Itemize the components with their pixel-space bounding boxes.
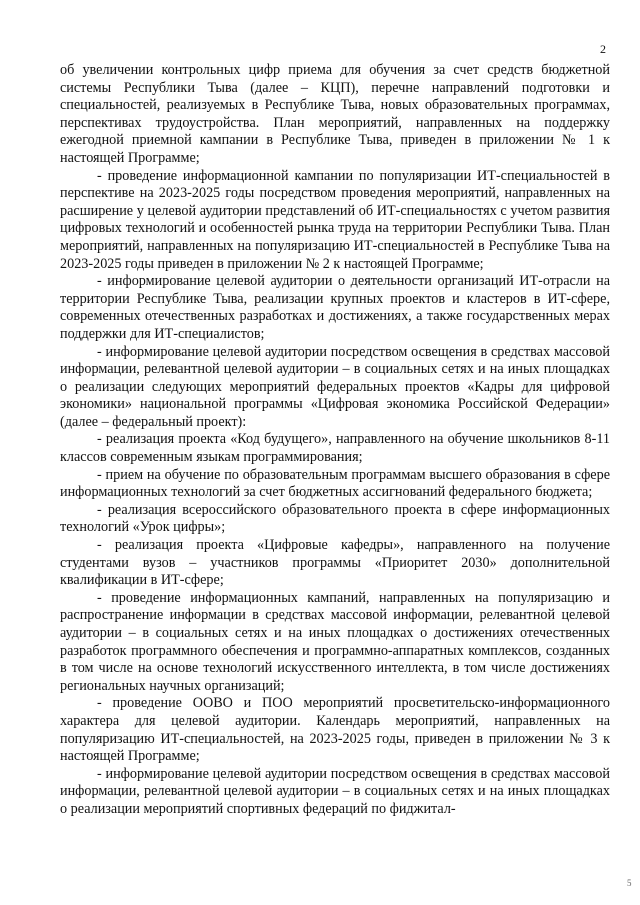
list-item: - информирование целевой аудитории посредством освещения в средствах массовой информации, релевантной целевой аудитории – в социальных сетях и на иных площадках о реализации мероприятий спортивных федераций по фиджитал- [60,765,610,817]
list-item: - проведение информационной кампании по популяризации ИТ-специальностей в перспективе на 2023-2025 годы посредством проведения мероприятий, направленных на расширение у целевой аудитории представлений об ИТ-специальностях с учетом развития цифровых технологий и особенностей рынка труда на территории Республики Тыва. План мероприятий, направленных на популяризацию ИТ-специальностей в Республике Тыва на 2023-2025 годы приведен в приложении № 2 к настоящей Программе; [60,167,610,272]
list-item: - прием на обучение по образовательным программам высшего образования в сфере информационных технологий за счет бюджетных ассигнований федерального бюджета; [60,466,610,501]
paragraph-continuation: об увеличении контрольных цифр приема для обучения за счет средств бюджетной системы Республики Тыва (далее – КЦП), перечне направлений подготовки и специальностей, реализуемых в Республике Тыва, новых образовательных программах, перспективах трудоустройства. План мероприятий, направленных на поддержку ежегодной приемной кампании в Республике Тыва, приведен в приложении № 1 к настоящей Программе; [60,62,610,166]
list-item: - информирование целевой аудитории о деятельности организаций ИТ-отрасли на территории Республике Тыва, реализации крупных проектов и кластеров в ИТ-сфере, современных отечественных разработках и достижениях, а также государственных мерах поддержки для ИТ-специалистов; [60,273,610,342]
list-item: - реализация всероссийского образовательного проекта в сфере информационных технологий «Урок цифры»; [60,501,610,536]
list-item: - проведение информационных кампаний, направленных на популяризацию и распространение информации в средствах массовой информации, релевантной целевой аудитории – в социальных сетях и на иных площадках о достижениях отечественных разработок программного обеспечения и программно-аппаратных комплексов, созданных в том числе на основе технологий искусственного интеллекта, в том числе достижениях региональных научных организаций; [60,589,610,694]
list-item: - информирование целевой аудитории посредством освещения в средствах массовой информации, релевантной целевой аудитории – в социальных сетях и на иных площадках о реализации следующих мероприятий федеральных проектов «Кадры для цифровой экономики» национальной программы «Цифровая экономика Российской Федерации» (далее – федеральный проект): [60,343,610,430]
page-number: 2 [600,42,606,56]
list-item: - реализация проекта «Код будущего», направленного на обучение школьников 8-11 классов современным языкам программирования; [60,431,610,466]
document-body [60,62,610,819]
list-item: - реализация проекта «Цифровые кафедры», направленного на получение студентами вузов – участников программы «Приоритет 2030» дополнительной квалификации в ИТ-сфере; [60,537,610,589]
list-item: - проведение ООВО и ПОО мероприятий просветительско-информационного характера для целевой аудитории. Календарь мероприятий, направленных на популяризацию ИТ-специальностей, на 2023-2025 годы, приведен в приложении № 3 к настоящей Программе; [60,695,610,765]
corner-mark: 5 [627,878,632,888]
